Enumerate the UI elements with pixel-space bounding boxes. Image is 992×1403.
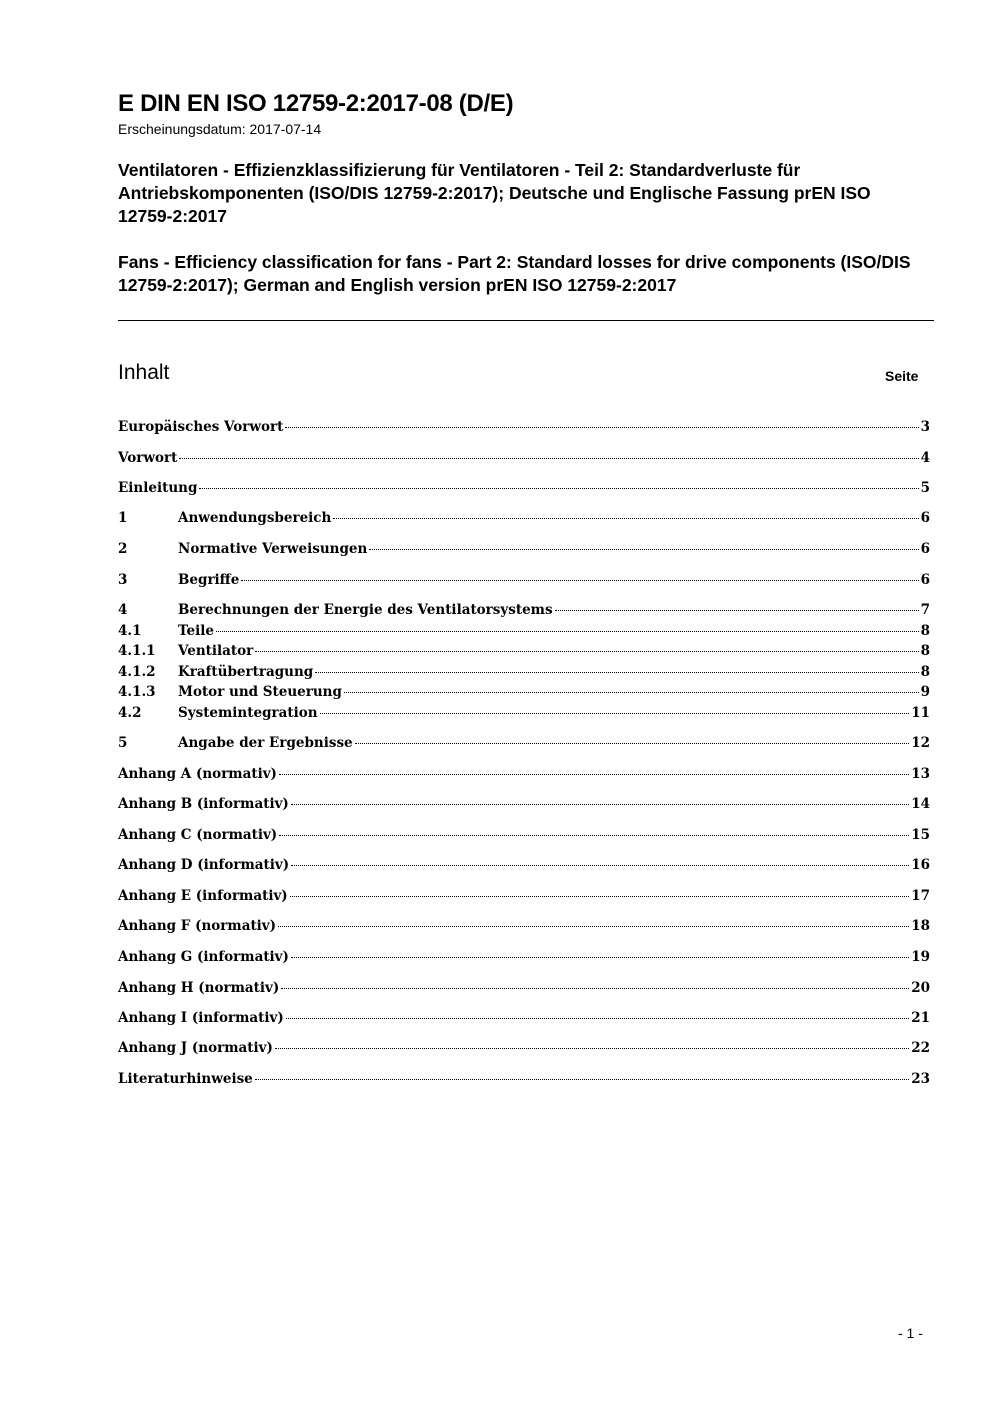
toc-entry-title: Europäisches Vorwort [118,419,284,435]
toc-entry-page: 21 [911,1010,930,1026]
toc-entry[interactable] [118,916,930,936]
toc-entry-title: Normative Verweisungen [178,541,368,557]
toc-entry-number: 5 [118,735,128,751]
toc-entry[interactable] [118,978,930,998]
toc-dot-leader [555,610,919,611]
toc-entry-page: 6 [920,510,930,526]
toc-dot-leader [199,488,918,489]
toc-entry[interactable] [118,855,930,875]
toc-entry-page: 9 [920,684,930,700]
toc-entry-number: 4.2 [118,705,142,721]
toc-entry-page: 7 [920,602,930,618]
toc-entry-title: Kraftübertragung [178,664,314,680]
toc-dot-leader [333,518,918,519]
toc-entry-title: Anhang H (normativ) [118,980,280,996]
toc-entry[interactable] [118,703,930,723]
toc-entry-title: Anhang F (normativ) [118,918,277,934]
toc-entry-page: 4 [920,450,930,466]
toc-entry-page: 8 [920,643,930,659]
toc-entry-title: Anhang B (informativ) [118,796,289,812]
toc-dot-leader [278,926,909,927]
toc-entry[interactable] [118,478,930,498]
toc-entry[interactable] [118,508,930,528]
toc-entry-number: 3 [118,572,128,588]
title-german: Ventilatoren - Effizienzklassifizierung für Ventilatoren - Teil 2: Standardverluste für Antriebskomponenten (ISO/DIS 12759-2:2017); Deutsche und Englische Fassung prEN ISO 12759-2:2017 [118,160,871,226]
toc-entry-title: Motor und Steuerung [178,684,342,700]
toc-entry-page: 22 [911,1040,930,1056]
toc-entry-title: Systemintegration [178,705,318,721]
toc-entry-title: Vorwort [118,450,178,466]
toc-entry[interactable] [118,1038,930,1058]
toc-entry-page: 11 [911,705,930,721]
toc-entry-title: Anwendungsbereich [178,510,332,526]
toc-heading: Inhalt [118,361,170,384]
page-number: - 1 - [898,1325,923,1341]
toc-entry[interactable] [118,448,930,468]
toc-dot-leader [281,988,909,989]
publication-date: Erscheinungsdatum: 2017-07-14 [118,121,322,137]
toc-entry-page: 6 [920,541,930,557]
toc-dot-leader [291,804,909,805]
toc-dot-leader [291,957,909,958]
toc-entry-number: 4 [118,602,128,618]
toc-entry-page: 14 [911,796,930,812]
toc-entry-page: 20 [911,980,930,996]
toc-entry[interactable] [118,1008,930,1028]
toc-entry-page: 19 [911,949,930,965]
toc-entry[interactable] [118,417,930,437]
toc-entry-title: Ventilator [178,643,254,659]
header-divider [118,320,934,321]
toc-dot-leader [315,672,918,673]
toc-entry-title: Anhang D (informativ) [118,857,290,873]
toc-entry-title: Anhang E (informativ) [118,888,288,904]
toc-entry-page: 5 [920,480,930,496]
toc-dot-leader [344,692,919,693]
toc-entry-page: 8 [920,623,930,639]
title-english: Fans - Efficiency classification for fans - Part 2: Standard losses for drive components (ISO/DIS 12759-2:2017); German and English version prEN ISO 12759-2:2017 [118,252,911,295]
toc-entry[interactable] [118,570,930,590]
toc-dot-leader [285,427,918,428]
toc-entry[interactable] [118,600,930,620]
toc-entry[interactable] [118,621,930,641]
toc-entry[interactable] [118,886,930,906]
toc-entry-page: 17 [911,888,930,904]
toc-entry[interactable] [118,825,930,845]
toc-entry-page: 18 [911,918,930,934]
toc-entry[interactable] [118,539,930,559]
toc-entry-number: 4.1 [118,623,142,639]
toc-entry-page: 8 [920,664,930,680]
toc-entry-page: 16 [911,857,930,873]
toc-entry-title: Begriffe [178,572,240,588]
toc-dot-leader [179,458,918,459]
toc-entry-page: 23 [911,1071,930,1087]
toc-entry[interactable] [118,1069,930,1089]
toc-entry-title: Berechnungen der Energie des Ventilatorsystems [178,602,553,618]
toc-dot-leader [255,1079,909,1080]
toc-entry-page: 12 [911,735,930,751]
toc-entry-title: Anhang A (normativ) [118,766,277,782]
toc-dot-leader [286,1018,909,1019]
toc-dot-leader [275,1048,909,1049]
toc-entry-page: 15 [911,827,930,843]
toc-dot-leader [320,713,910,714]
toc-entry-page: 6 [920,572,930,588]
toc-entry-number: 4.1.2 [118,664,156,680]
toc-entry-title: Anhang G (informativ) [118,949,289,965]
toc-entry[interactable] [118,682,930,702]
toc-entry-number: 1 [118,510,128,526]
toc-dot-leader [241,580,918,581]
toc-dot-leader [291,865,909,866]
toc-entry-title: Anhang C (normativ) [118,827,278,843]
toc-entry[interactable] [118,947,930,967]
toc-entry-number: 4.1.1 [118,643,156,659]
toc-dot-leader [369,549,918,550]
toc-dot-leader [355,743,910,744]
toc-entry-title: Literaturhinweise [118,1071,253,1087]
document-id: E DIN EN ISO 12759-2:2017-08 (D/E) [118,90,514,117]
toc-entry[interactable] [118,733,930,753]
toc-dot-leader [290,896,910,897]
toc-entry[interactable] [118,662,930,682]
toc-entry-title: Einleitung [118,480,198,496]
toc-entry-page: 13 [911,766,930,782]
toc-entry-title: Angabe der Ergebnisse [178,735,353,751]
toc-entry-title: Teile [178,623,214,639]
toc-entry-number: 4.1.3 [118,684,156,700]
toc-entry[interactable] [118,764,930,784]
toc-entry-title: Anhang I (informativ) [118,1010,284,1026]
toc-entry[interactable] [118,641,930,661]
toc-entry-page: 3 [920,419,930,435]
toc-dot-leader [216,631,919,632]
toc-entry-title: Anhang J (normativ) [118,1040,273,1056]
toc-dot-leader [255,651,918,652]
toc-entry-number: 2 [118,541,128,557]
toc-entry[interactable] [118,794,930,814]
toc-dot-leader [279,774,909,775]
toc-dot-leader [279,835,909,836]
toc-page-column-label: Seite [885,368,919,384]
